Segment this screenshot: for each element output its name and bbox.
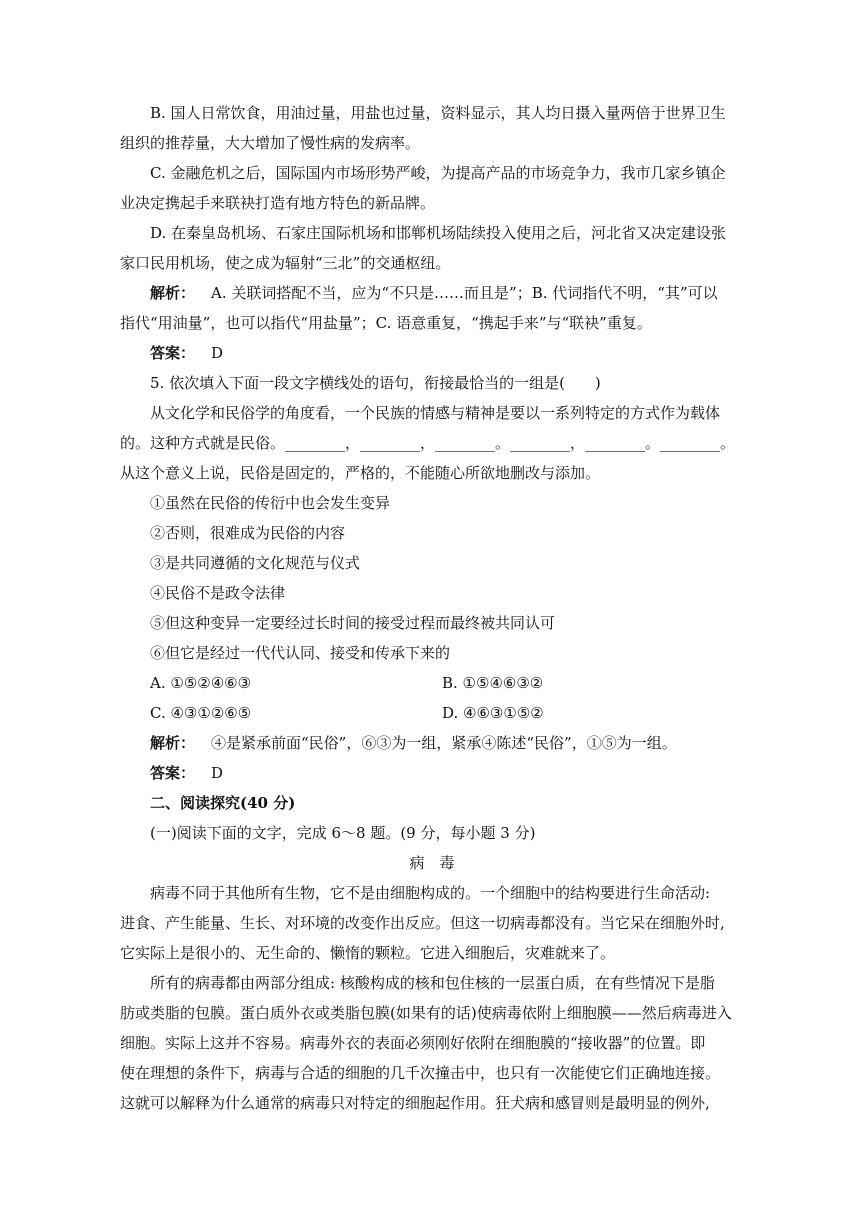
q4-option-d-line2: 家口民用机场，使之成为辐射“三北”的交通枢纽。 (120, 254, 451, 272)
q5-analysis-text: ④是紧承前面“民俗”，⑥③为一组，紧承④陈述“民俗”，①⑤为一组。 (211, 734, 677, 752)
q4-option-c-line1: C. 金融危机之后，国际国内市场形势严峻，为提高产品的市场竞争力，我市几家乡镇企 (150, 164, 726, 182)
q4-option-d-line1: D. 在秦皇岛机场、石家庄国际机场和邯郸机场陆续投入使用之后，河北省又决定建设张 (150, 224, 727, 242)
q5-passage-line1: 从文化学和民俗学的角度看，一个民族的情感与精神是要以一系列特定的方式作为载体 (150, 404, 721, 422)
q4-analysis-line1 (120, 278, 744, 308)
q5-option-c: C. ④③①②⑥⑤ (150, 704, 252, 722)
q4-option-b-line1: B. 国人日常饮食，用油过量，用盐也过量，资料显示，其人均日摄入量两倍于世界卫生 (150, 104, 726, 122)
q5-answer (120, 758, 744, 788)
q5-analysis (120, 728, 744, 758)
article-para2-line1: 所有的病毒都由两部分组成: 核酸构成的核和包住核的一层蛋白质，在有些情况下是脂 (150, 974, 715, 992)
q5-item-1: ①虽然在民俗的传衍中也会发生变异 (150, 494, 391, 512)
q4-analysis-text1: A. 关联词搭配不当，应为“不只是……而且是”；B. 代词指代不明，“其”可以 (211, 284, 718, 302)
document-page (120, 98, 744, 1118)
article-para2-line4: 使在理想的条件下，病毒与合适的细胞的几千次撞击中，也只有一次能使它们正确地连接。 (120, 1064, 721, 1082)
q5-answer-value: D (211, 764, 224, 782)
q5-item-4: ④民俗不是政令法律 (150, 584, 286, 602)
q5-option-d: D. ④⑥③①⑤② (442, 704, 544, 722)
answer-label: 答案： (150, 344, 196, 362)
analysis-label: 解析： (150, 284, 196, 302)
article-para1-line3: 它实际上是很小的、无生命的、懒惰的颗粒。它进入细胞后，灾难就来了。 (120, 944, 616, 962)
q5-option-b: B. ①⑤④⑥③② (442, 674, 544, 692)
article-para1-line1: 病毒不同于其他所有生物，它不是由细胞构成的。一个细胞中的结构要进行生命活动: (150, 884, 711, 902)
q4-answer (120, 338, 744, 368)
article-para1-line2: 进食、产生能量、生长、对环境的改变作出反应。但这一切病毒都没有。当它呆在细胞外时, (120, 914, 725, 932)
q5-options-row2 (120, 698, 744, 728)
q5-item-3: ③是共同遵循的文化规范与仪式 (150, 554, 361, 572)
article-para2-line2: 肪或类脂的包膜。蛋白质外衣或类脂包膜(如果有的话)使病毒依附上细胞膜——然后病毒进入 (120, 1004, 732, 1022)
q5-passage-line2: 的。这种方式就是民俗。________，________，________。________，________。________。 (120, 434, 736, 452)
q5-item-6: ⑥但它是经过一代代认同、接受和传承下来的 (150, 644, 451, 662)
q4-option-b-line2: 组织的推荐量，大大增加了慢性病的发病率。 (120, 134, 421, 152)
q5-option-a: A. ①⑤②④⑥③ (150, 674, 252, 692)
article-para2-line3: 细胞。实际上这并不容易。病毒外衣的表面必须刚好依附在细胞膜的“接收器”的位置。即 (120, 1034, 706, 1052)
q4-answer-value: D (211, 344, 224, 362)
article-para2-line5: 这就可以解释为什么通常的病毒只对特定的细胞起作用。狂犬病和感冒则是最明显的例外, (120, 1094, 710, 1112)
q4-analysis-line2: 指代“用油量”，也可以指代“用盐量”；C. 语意重复，“携起手来”与“联袂”重复。 (120, 314, 652, 332)
section-instruction: (一)阅读下面的文字，完成 6～8 题。(9 分，每小题 3 分) (150, 824, 536, 842)
analysis-label: 解析： (150, 734, 196, 752)
article-title: 病 毒 (409, 854, 455, 872)
q5-item-2: ②否则，很难成为民俗的内容 (150, 524, 346, 542)
q5-passage-line3: 从这个意义上说，民俗是固定的，严格的，不能随心所欲地删改与添加。 (120, 464, 601, 482)
answer-label: 答案： (150, 764, 196, 782)
q4-option-c-line2: 业决定携起手来联袂打造有地方特色的新品牌。 (120, 194, 436, 212)
q5-options-row1 (120, 668, 744, 698)
section-heading: 二、阅读探究(40 分) (150, 794, 296, 812)
q5-stem: 5. 依次填入下面一段文字横线处的语句，衔接最恰当的一组是( ) (150, 374, 601, 392)
q5-item-5: ⑤但这种变异一定要经过长时间的接受过程而最终被共同认可 (150, 614, 556, 632)
